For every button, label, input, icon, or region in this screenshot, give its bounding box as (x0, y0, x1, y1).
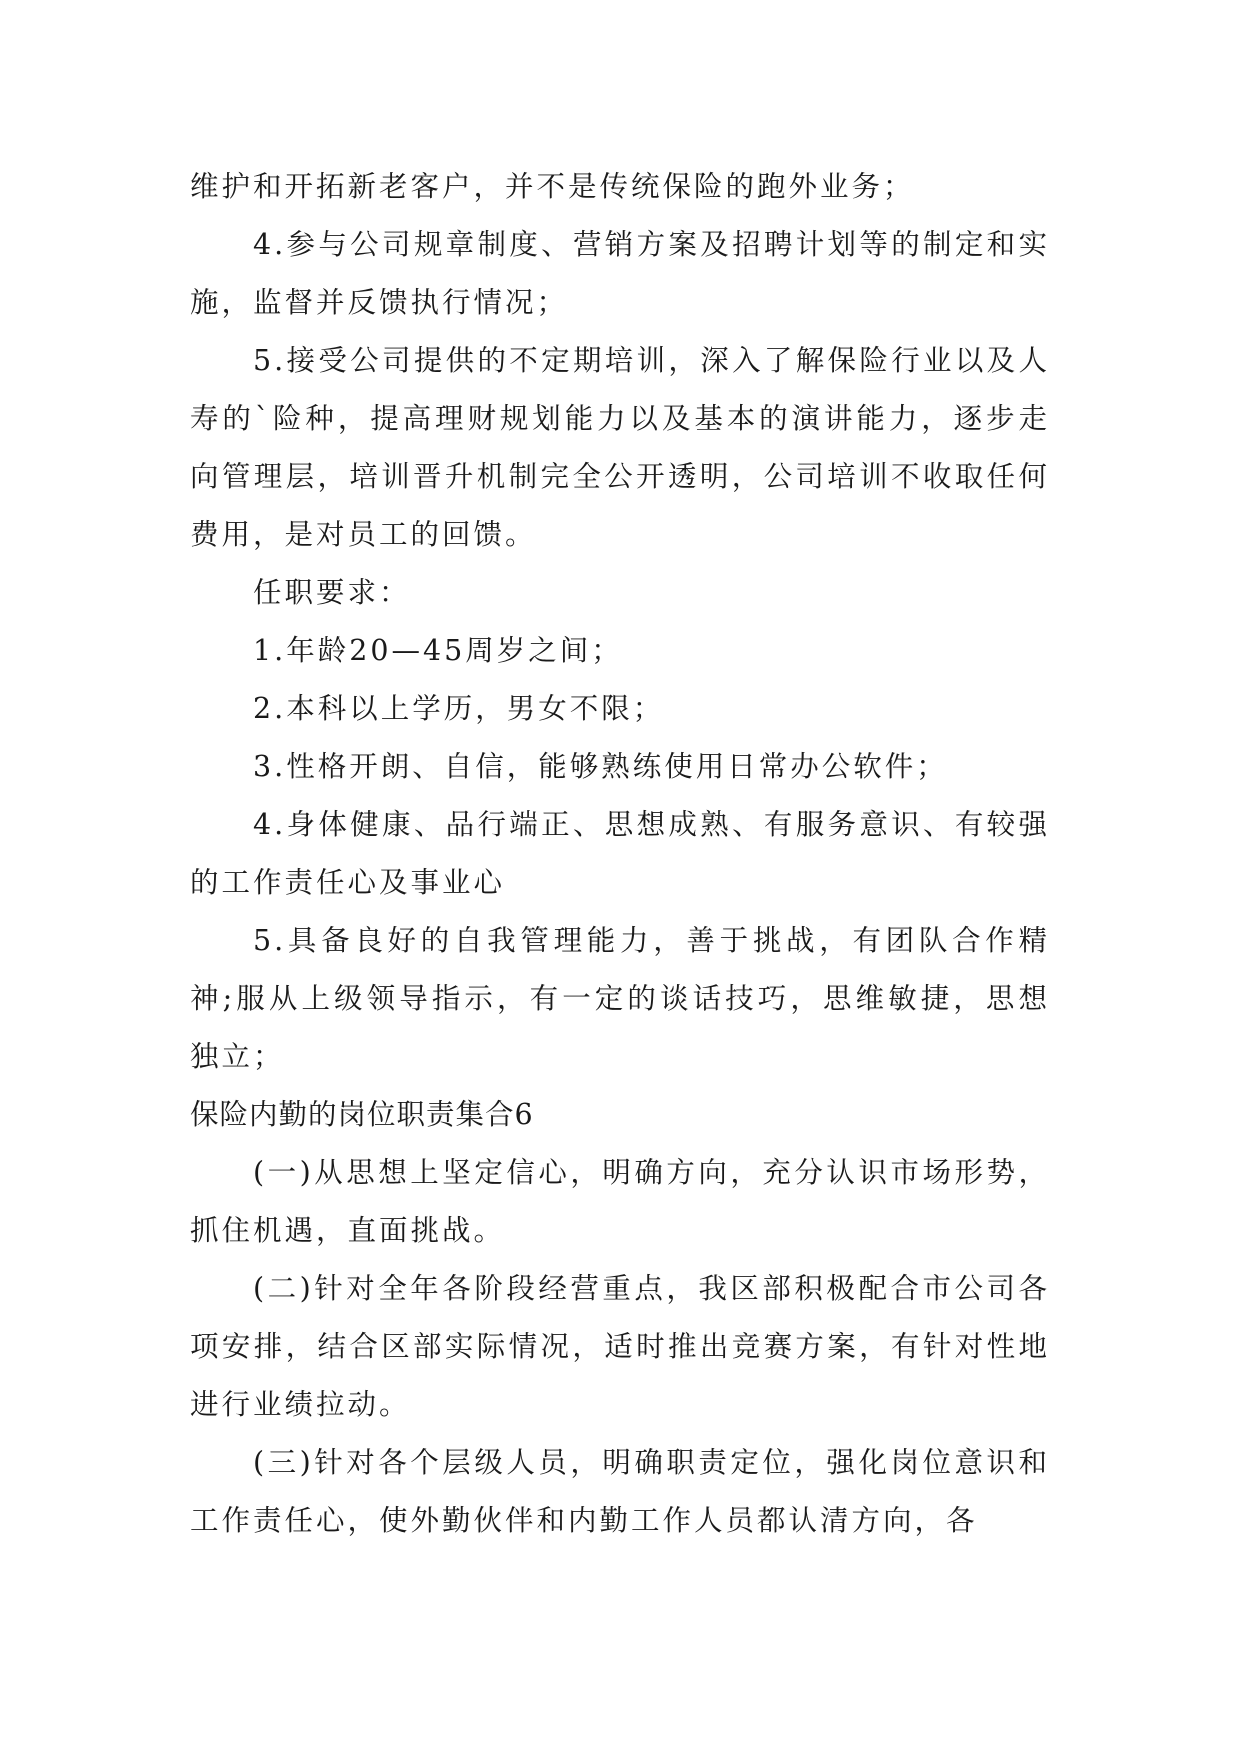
document-body (190, 158, 1050, 1550)
paragraph-4: 任职要求： (253, 576, 411, 609)
paragraph-12: (三)针对各个层级人员，明确职责定位，强化岗位意识和工作责任心，使外勤伙伴和内勤工作人员都认清方向，各 (190, 1446, 1050, 1537)
section-heading: 保险内勤的岗位职责集合6 (190, 1098, 534, 1131)
paragraph-9: 5.具备良好的自我管理能力，善于挑战，有团队合作精神;服从上级领导指示，有一定的谈话技巧，思维敏捷，思想独立； (190, 924, 1050, 1073)
paragraph-8: 4.身体健康、品行端正、思想成熟、有服务意识、有较强的工作责任心及事业心 (190, 808, 1050, 899)
paragraph-7: 3.性格开朗、自信，能够熟练使用日常办公软件； (253, 750, 948, 783)
paragraph-1: 维护和开拓新老客户，并不是传统保险的跑外业务； (190, 170, 915, 203)
paragraph-6: 2.本科以上学历，男女不限； (253, 692, 665, 725)
paragraph-11: (二)针对全年各阶段经营重点，我区部积极配合市公司各项安排，结合区部实际情况，适时推出竞赛方案，有针对性地进行业绩拉动。 (190, 1272, 1050, 1421)
paragraph-5: 1.年龄20—45周岁之间； (253, 634, 623, 667)
paragraph-2: 4.参与公司规章制度、营销方案及招聘计划等的制定和实施，监督并反馈执行情况； (190, 228, 1050, 319)
paragraph-3: 5.接受公司提供的不定期培训，深入了解保险行业以及人寿的`险种，提高理财规划能力以及基本的演讲能力，逐步走向管理层，培训晋升机制完全公开透明，公司培训不收取任何费用，是对员工的回馈。 (190, 344, 1050, 551)
paragraph-10: (一)从思想上坚定信心，明确方向，充分认识市场形势，抓住机遇，直面挑战。 (190, 1156, 1050, 1247)
